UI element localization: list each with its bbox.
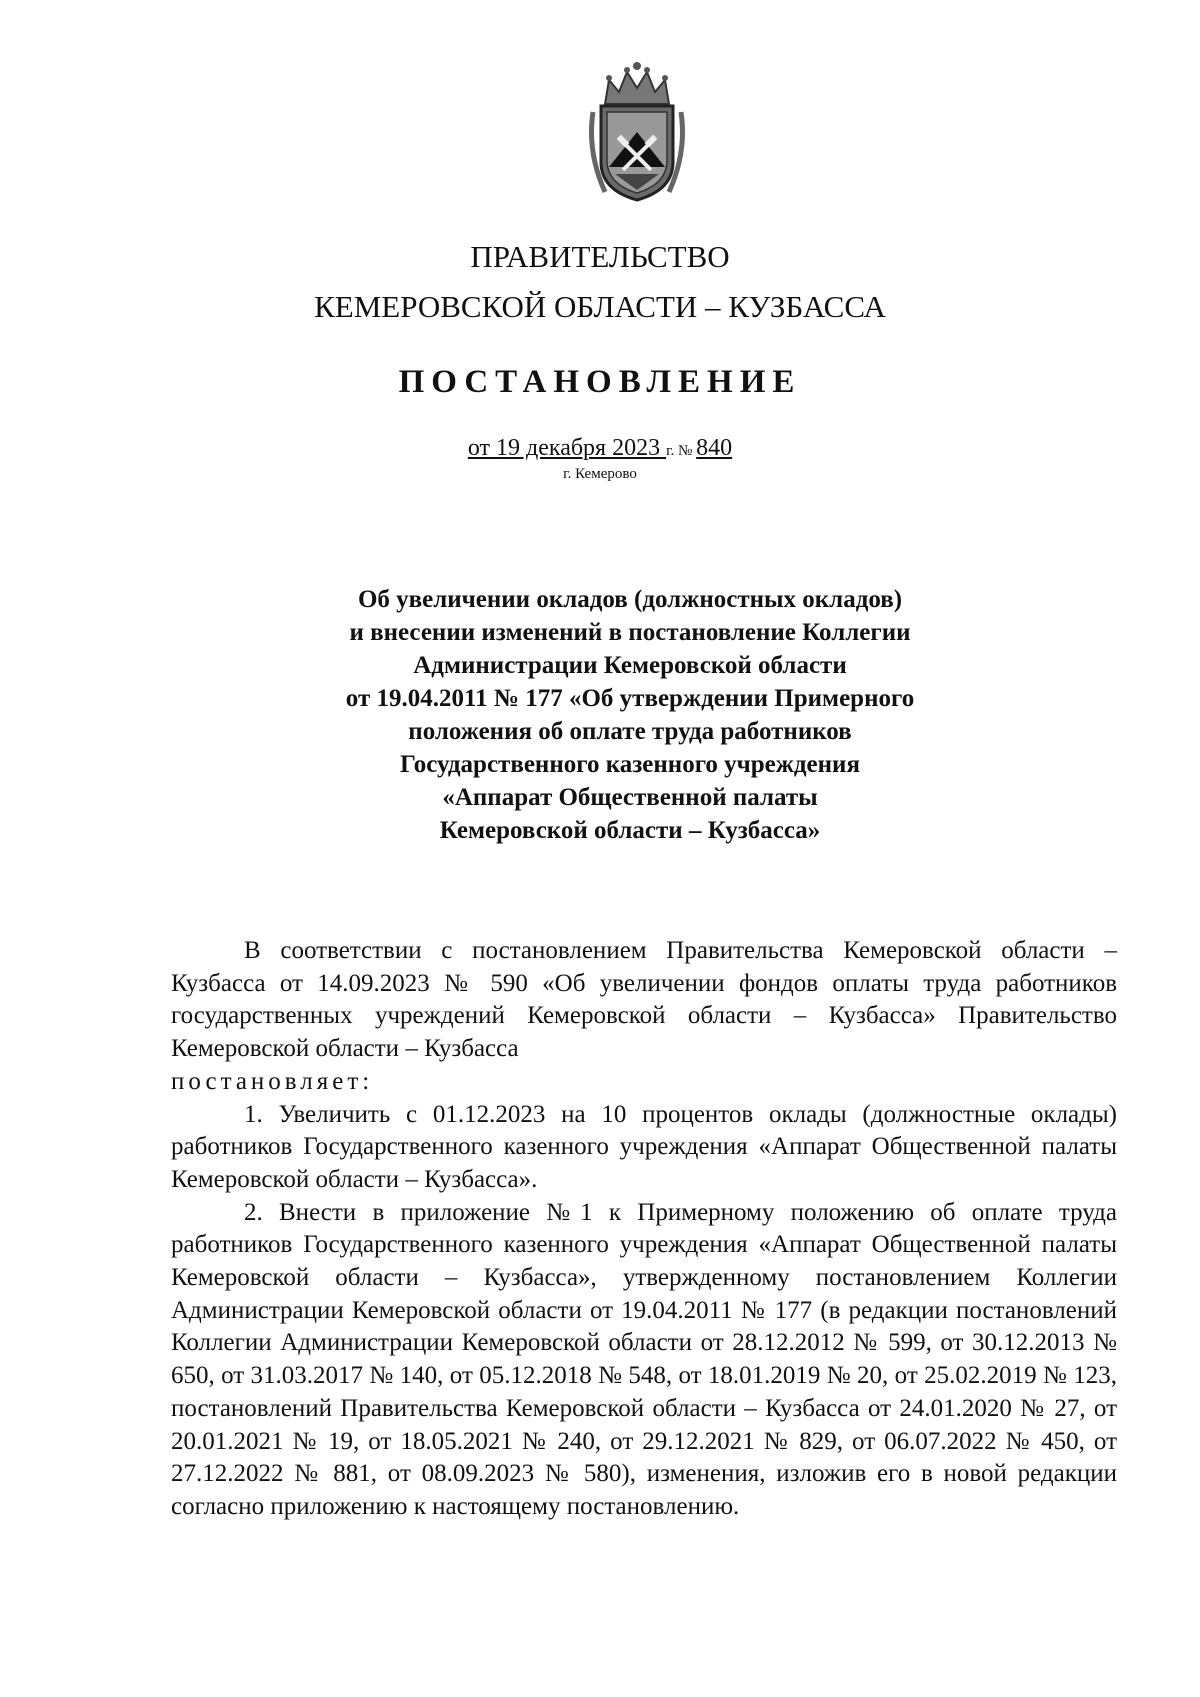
coat-of-arms-icon xyxy=(585,62,689,205)
title-line: положения об оплате труда работников xyxy=(408,718,852,745)
document-place: г. Кемерово xyxy=(563,466,637,482)
document-body xyxy=(171,935,1117,1524)
title-line: Кемеровской области – Кузбасса» xyxy=(439,817,821,844)
year-number-suffix: г. № xyxy=(666,443,697,459)
title-line: Об увеличении окладов (должностных окладов) xyxy=(357,586,903,613)
title-line: и внесении изменений в постановление Коллегии xyxy=(349,619,911,646)
intro-paragraph: В соответствии с постановлением Правительства Кемеровской области – Кузбасса от 14.09.2023 № 590 «Об увеличении фондов оплаты труда работников государственных учреждений Кемеровской области – Кузбасса» Правительство Кемеровской области – Кузбасса xyxy=(171,937,1117,1063)
government-name-line1: ПРАВИТЕЛЬСТВО xyxy=(470,239,730,274)
document-number: 840 xyxy=(696,435,733,461)
item-2-paragraph: 2. Внести в приложение №1 к Примерному положению об оплате труда работников Государственного казенного учреждения «Аппарат Общественной палаты Кемеровской области – Кузбасса», утвержденному постановлением Коллегии Администрации Кемеровской области от 19.04.2011 № 177 (в редакции постановлений Коллегии Администрации Кемеровской области от 28.12.2012 № 599, от 30.12.2013 № 650, от 31.03.2017 № 140, от 05.12.2018 № 548, от 18.01.2019 № 20, от 25.02.2019 № 123, постановлений Правительства Кемеровской области – Кузбасса от 24.01.2020 № 27, от 20.01.2021 № 19, от 18.05.2021 № 240, от 29.12.2021 № 829, от 06.07.2022 № 450, от 27.12.2022 № 881, от 08.09.2023 № 580), изменения, изложив его в новой редакции согласно приложению к настоящему постановлению. xyxy=(171,1198,1117,1520)
date-prefix: от xyxy=(467,435,497,461)
resolves-word: постановляет: xyxy=(171,1067,374,1095)
document-type: ПОСТАНОВЛЕНИЕ xyxy=(398,364,802,400)
document-date: 19 декабря 2023 xyxy=(496,435,667,461)
document-date-line xyxy=(0,433,1200,466)
item-1-paragraph: 1. Увеличить с 01.12.2023 на 10 процентов оклады (должностные оклады) работников Государственного казенного учреждения «Аппарат Общественной палаты Кемеровской области – Кузбасса». xyxy=(171,1100,1117,1193)
title-line: от 19.04.2011 № 177 «Об утверждении Примерного xyxy=(345,685,915,712)
document-title xyxy=(250,583,1010,847)
title-line: «Аппарат Общественной палаты xyxy=(442,784,818,811)
title-line: Администрации Кемеровской области xyxy=(413,652,847,679)
title-line: Государственного казенного учреждения xyxy=(400,751,860,778)
government-name-line2: КЕМЕРОВСКОЙ ОБЛАСТИ – КУЗБАССА xyxy=(314,289,886,324)
government-name xyxy=(0,232,1200,332)
